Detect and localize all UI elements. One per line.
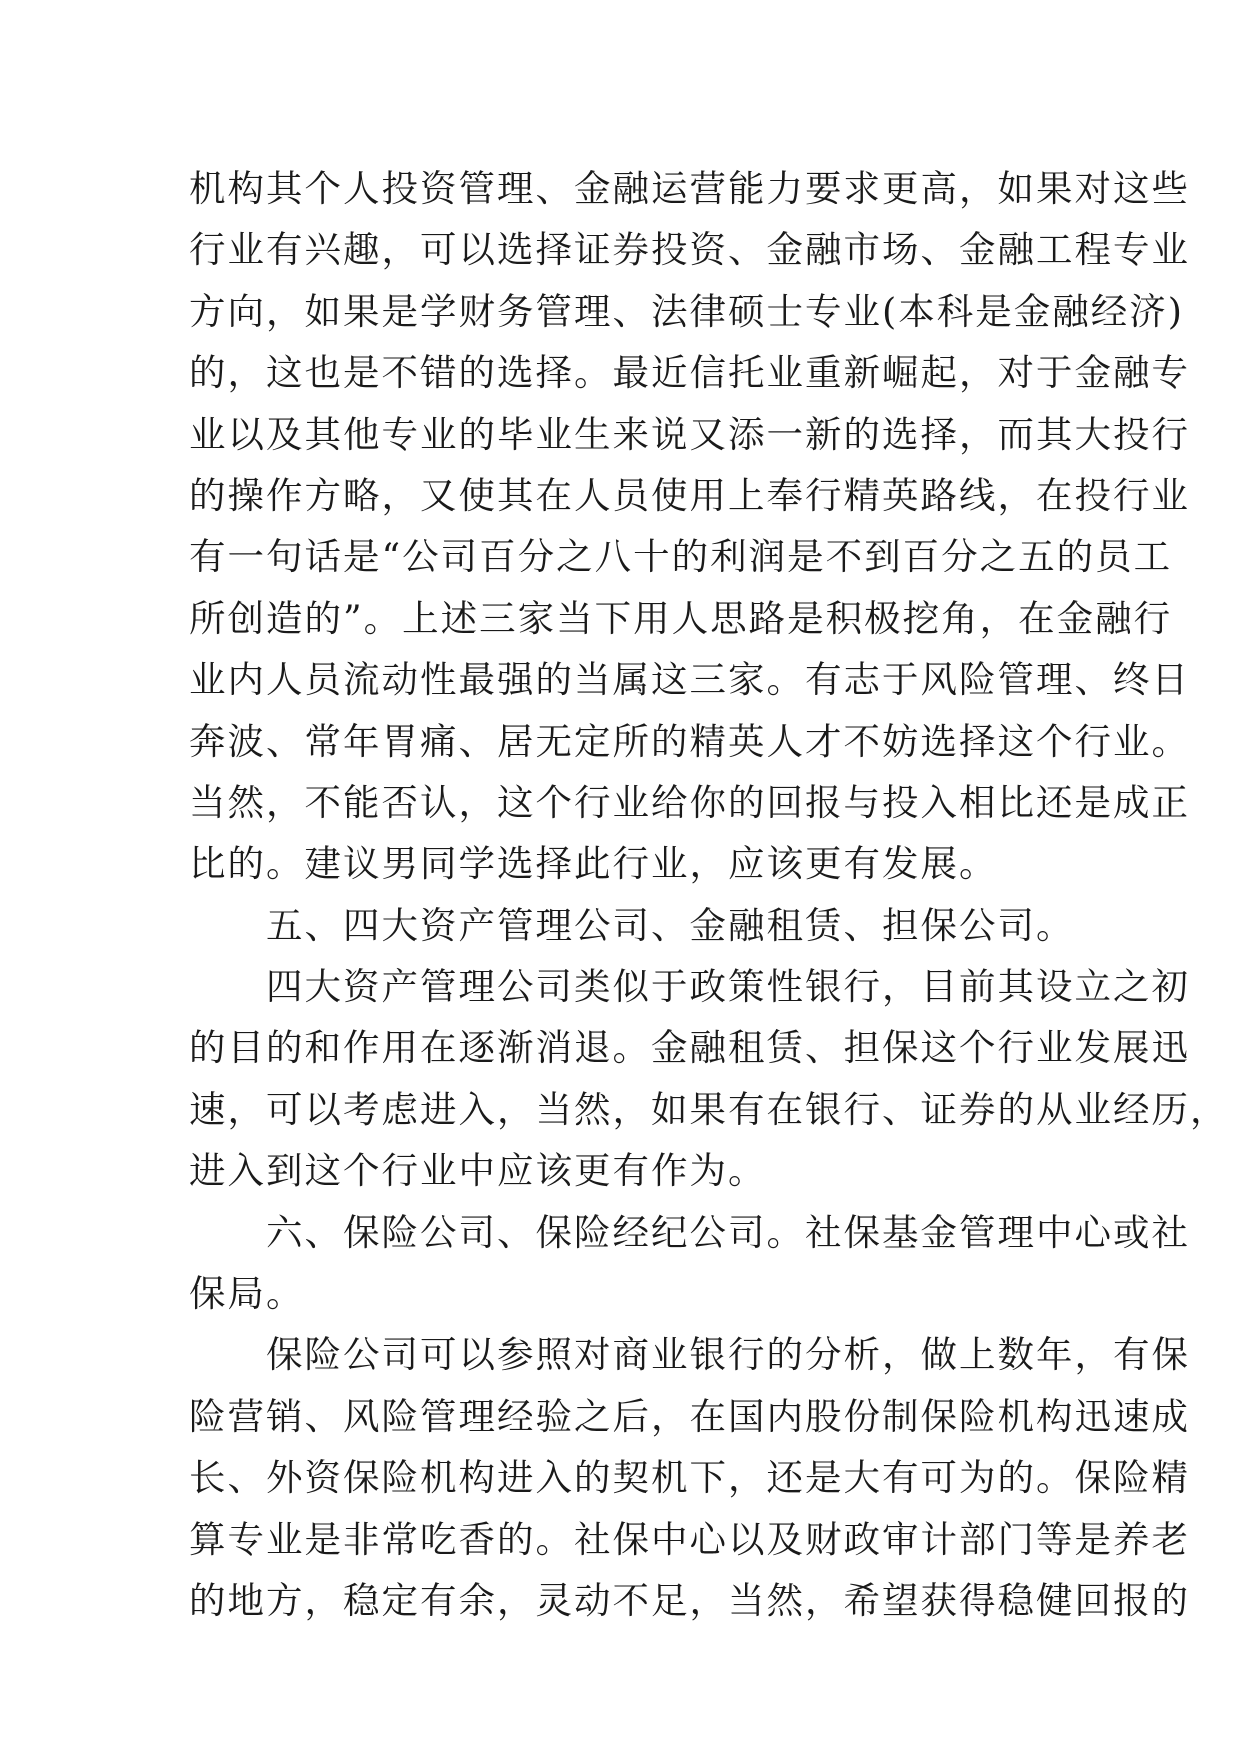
text-line-22: 长、外资保险机构进入的契机下，还是大有可为的。保险精: [189, 1456, 1190, 1500]
text-line-2: 行业有兴趣，可以选择证券投资、金融市场、金融工程专业: [189, 228, 1190, 272]
text-line-14: 四大资产管理公司类似于政策性银行，目前其设立之初: [266, 965, 1190, 1009]
text-line-3: 方向，如果是学财务管理、法律硕士专业(本科是金融经济): [189, 289, 1184, 333]
text-line-10: 奔波、常年胃痛、居无定所的精英人才不妨选择这个行业。: [189, 719, 1190, 763]
text-line-19: 保局。: [189, 1272, 305, 1316]
section-heading-6: 六、保险公司、保险经纪公司。社保基金管理中心或社: [266, 1210, 1190, 1254]
text-line-23: 算专业是非常吃香的。社保中心以及财政审计部门等是养老: [189, 1517, 1190, 1561]
text-line-5: 业以及其他专业的毕业生来说又添一新的选择，而其大投行: [189, 412, 1190, 456]
text-line-17: 进入到这个行业中应该更有作为。: [189, 1149, 767, 1193]
text-line-1: 机构其个人投资管理、金融运营能力要求更高，如果对这些: [189, 167, 1190, 210]
text-line-8: 所创造的”。上述三家当下用人思路是积极挖角，在金融行: [189, 596, 1173, 640]
text-line-24: 的地方，稳定有余，灵动不足，当然，希望获得稳健回报的: [189, 1578, 1190, 1622]
text-line-7: 有一句话是“公司百分之八十的利润是不到百分之五的员工: [189, 535, 1173, 579]
document-body: [189, 158, 1229, 1631]
text-line-6: 的操作方略，又使其在人员使用上奉行精英路线，在投行业: [189, 473, 1190, 517]
text-line-9: 业内人员流动性最强的当属这三家。有志于风险管理、终日: [189, 658, 1190, 702]
section-heading-5: 五、四大资产管理公司、金融租赁、担保公司。: [266, 903, 1075, 947]
text-line-21: 险营销、风险管理经验之后，在国内股份制保险机构迅速成: [189, 1394, 1190, 1438]
text-line-12: 比的。建议男同学选择此行业，应该更有发展。: [189, 842, 998, 886]
text-line-15: 的目的和作用在逐渐消退。金融租赁、担保这个行业发展迅: [189, 1026, 1190, 1070]
text-line-16: 速，可以考虑进入，当然，如果有在银行、证券的从业经历，: [189, 1087, 1229, 1131]
text-line-11: 当然，不能否认，这个行业给你的回报与投入相比还是成正: [189, 780, 1190, 824]
text-line-4: 的，这也是不错的选择。最近信托业重新崛起，对于金融专: [189, 351, 1190, 395]
text-line-20: 保险公司可以参照对商业银行的分析，做上数年，有保: [266, 1333, 1190, 1377]
